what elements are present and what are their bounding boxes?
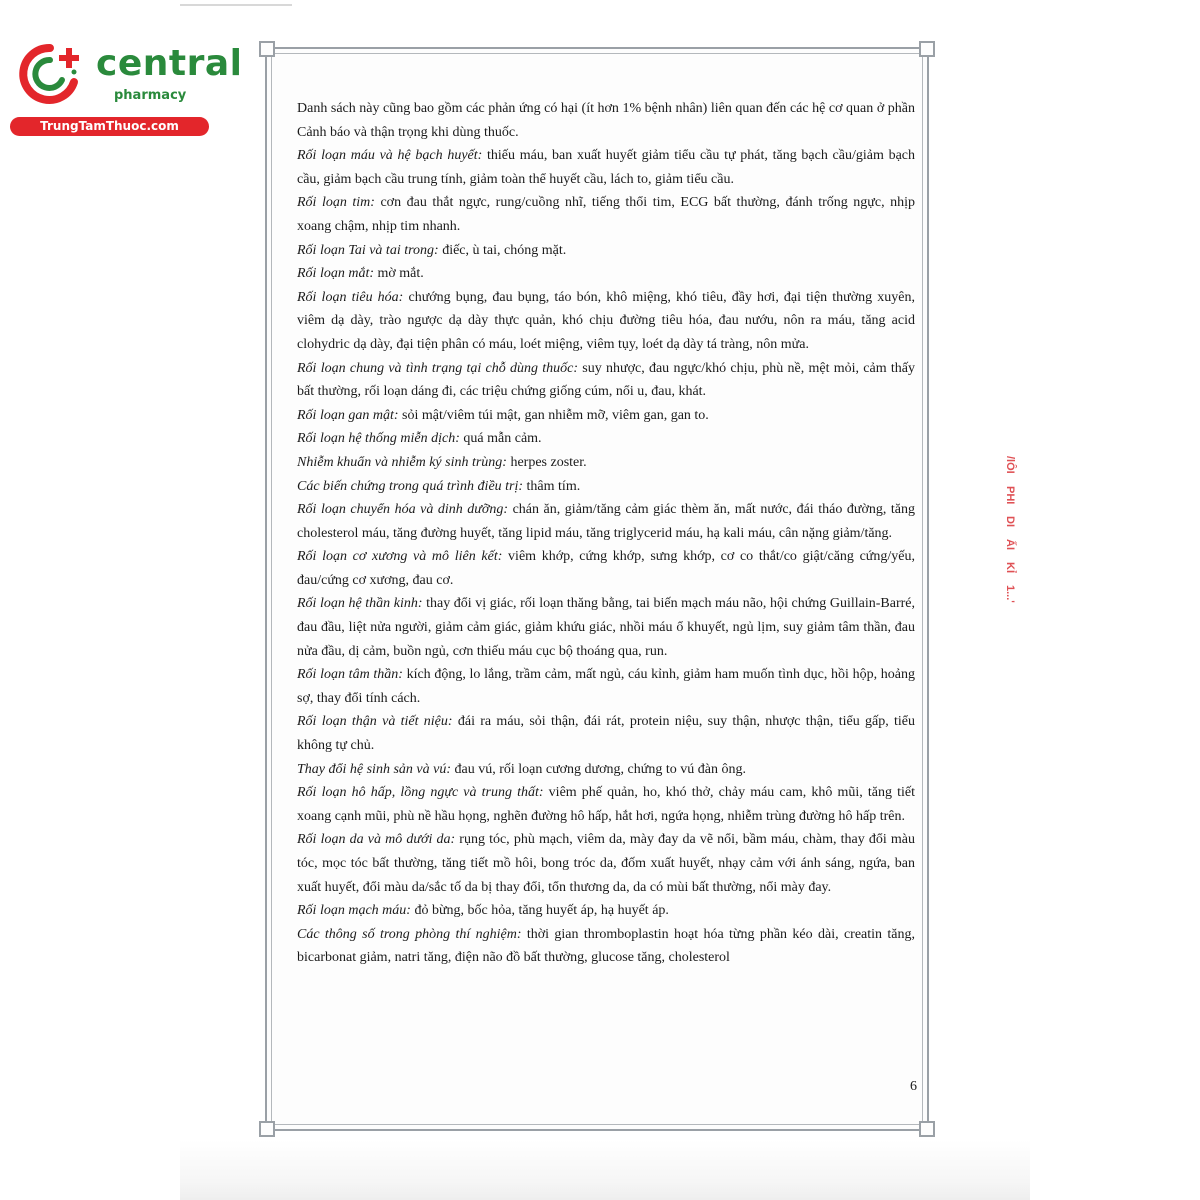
section-text: suy nhược, đau ngực/khó chịu, phù nề, mệt mỏi, cảm thấy bất thường, rối loạn dáng đi, các triệu chứng giống cúm, nổi u, đau, khát. [297,360,915,400]
document-page [265,47,929,1131]
section-heading: Rối loạn chuyển hóa và dinh dưỡng: [297,502,509,518]
stamp-text: ẤI [1004,539,1016,551]
section-paragraph [297,144,915,191]
section-paragraph [297,475,915,499]
top-rule [180,4,292,6]
section-heading: Rối loạn chung và tình trạng tại chỗ dùng thuốc: [297,360,579,376]
section-paragraph [297,663,915,710]
section-paragraph [297,828,915,899]
brand-name: central [96,43,243,84]
stamp-text: /lÔI [1004,456,1016,474]
document-body [297,97,915,970]
frame-corner [259,41,275,57]
section-text: thay đổi vị giác, rối loạn thăng bằng, tai biến mạch máu não, hội chứng Guillain-Barré, đau đầu, liệt nửa người, giảm cảm giác, giảm khứu giác, nhồi máu ổ khuyết, ngủ lịm, suy giảm tâm thần, đau nửa đầu, dị cảm, buồn ngủ, cơn thiếu máu cục bộ thoáng qua, run. [297,596,915,659]
central-pharmacy-logo[interactable] [10,38,243,138]
section-paragraph [297,357,915,404]
section-paragraph [297,758,915,782]
stamp-text: DI [1004,516,1016,528]
section-paragraph [297,710,915,757]
section-paragraph [297,404,915,428]
section-heading: Nhiễm khuẩn và nhiễm ký sinh trùng: [297,454,507,470]
scan-shadow [180,1140,1030,1200]
section-paragraph [297,427,915,451]
brand-subtitle: pharmacy [114,88,187,103]
section-text: cơn đau thắt ngực, rung/cuồng nhĩ, tiếng thổi tim, ECG bất thường, đánh trống ngực, nhịp xoang chậm, nhịp tim nhanh. [297,195,915,234]
red-stamp-fragment [1004,456,1028,616]
section-heading: Rối loạn mạch máu: [297,903,411,919]
section-text: chán ăn, giảm/tăng cảm giác thèm ăn, mất nước, đái tháo đường, tăng cholesterol máu, tăng đường huyết, tăng lipid máu, tăng triglycerid máu, hạ kali máu, cân nặng giảm/tăng. [297,502,915,541]
section-heading: Rối loạn Tai và tai trong: [297,242,439,258]
section-paragraph [297,239,915,263]
section-text: herpes zoster. [506,454,587,470]
section-paragraph [297,592,915,663]
page-number: 6 [910,1079,917,1094]
section-heading: Rối loạn hệ thần kinh: [297,596,423,612]
stamp-text: PHI [1004,485,1016,505]
stamp-text: KỈ [1004,562,1016,574]
section-text: viêm phế quản, ho, khó thở, chảy máu cam, khô mũi, tăng tiết xoang cạnh mũi, phù nề hầu họng, nghẽn đường hô hấp, hắt hơi, ngứa họng, nhiễm trùng đường hô hấp trên. [297,785,915,824]
section-heading: Rối loạn tâm thần: [297,667,403,683]
stamp-text: 1...' [1004,585,1016,603]
section-text: quá mẫn cảm. [459,431,542,447]
section-heading: Rối loạn tim: [297,195,375,211]
section-heading: Các biến chứng trong quá trình điều trị: [297,478,524,494]
frame-corner [259,1121,275,1137]
section-paragraph [297,545,915,592]
section-paragraph [297,191,915,238]
brand-url-badge[interactable]: TrungTamThuoc.com [10,117,209,136]
section-text: thâm tím. [523,478,581,494]
section-text: kích động, lo lắng, trầm cảm, mất ngủ, cáu kỉnh, giảm ham muốn tình dục, hồi hộp, hoảng sợ, thay đổi tính cách. [297,667,915,706]
section-heading: Rối loạn hệ thống miễn dịch: [297,431,460,447]
section-text: đỏ bừng, bốc hỏa, tăng huyết áp, hạ huyết áp. [410,903,669,919]
section-heading: Rối loạn hô hấp, lồng ngực và trung thất: [297,785,544,801]
section-heading: Thay đổi hệ sinh sản và vú: [297,761,451,777]
frame-corner [919,41,935,57]
section-text: mờ mắt. [374,266,424,282]
section-text: thiếu máu, ban xuất huyết giảm tiểu cầu tự phát, tăng bạch cầu/giảm bạch cầu, giảm bạch cầu trung tính, giảm toàn thể huyết cầu, lách to, giảm tiểu cầu. [297,148,915,187]
section-paragraph [297,262,915,286]
section-paragraph [297,899,915,923]
adverse-reaction-list [297,144,915,970]
section-heading: Các thông số trong phòng thí nghiệm: [297,926,522,942]
section-text: sỏi mật/viêm túi mật, gan nhiễm mỡ, viêm gan, gan to. [398,407,709,423]
section-paragraph [297,451,915,475]
section-heading: Rối loạn mắt: [297,266,374,282]
section-heading: Rối loạn gan mật: [297,407,399,423]
section-text: rụng tóc, phù mạch, viêm da, mày đay da vẽ nổi, bầm máu, chàm, thay đổi màu tóc, mọc tóc bất thường, tăng tiết mồ hôi, bong tróc da, đốm xuất huyết, nhạy cảm với ánh sáng, ngứa, ban xuất huyết, đổi màu da/sắc tố da bị thay đổi, tổn thương da, da có mùi bất thường, nổi mày đay. [297,832,915,895]
section-text: viêm khớp, cứng khớp, sưng khớp, cơ co thắt/co giật/căng cứng/yếu, đau/cứng cơ xương, đau cơ. [297,549,915,588]
frame-corner [919,1121,935,1137]
section-paragraph [297,498,915,545]
section-heading: Rối loạn thận và tiết niệu: [297,714,453,730]
intro-paragraph: Danh sách này cũng bao gồm các phản ứng có hại (ít hơn 1% bệnh nhân) liên quan đến các hệ cơ quan ở phần Cảnh báo và thận trọng khi dùng thuốc. [297,101,915,140]
section-paragraph [297,286,915,357]
section-paragraph [297,781,915,828]
section-heading: Rối loạn tiêu hóa: [297,289,404,305]
section-text: thời gian thromboplastin hoạt hóa từng phần kéo dài, creatin tăng, bicarbonat giảm, natri tăng, điện não đồ bất thường, glucose tăng, cholesterol [297,926,915,966]
section-text: đái ra máu, sỏi thận, đái rát, protein niệu, suy thận, nhược thận, tiểu gấp, tiểu không tự chủ. [297,714,915,754]
section-text: đau vú, rối loạn cương dương, chứng to vú đàn ông. [450,761,746,777]
section-heading: Rối loạn máu và hệ bạch huyết: [297,148,483,164]
section-text: điếc, ù tai, chóng mặt. [438,242,567,258]
section-heading: Rối loạn cơ xương và mô liên kết: [297,549,503,565]
section-heading: Rối loạn da và mô dưới da: [297,832,456,848]
section-text: chướng bụng, đau bụng, táo bón, khô miệng, khó tiêu, đầy hơi, đại tiện thường xuyên, viêm dạ dày, trào ngược dạ dày thực quản, khó chịu đường tiêu hóa, đau nướu, nôn ra máu, tăng acid clohydric dạ dày, đại tiện phân có máu, loét miệng, viêm tụy, loét dạ dày tá tràng, nôn mửa. [297,289,915,352]
section-paragraph [297,923,915,970]
pharmacy-logo-icon [10,38,90,108]
